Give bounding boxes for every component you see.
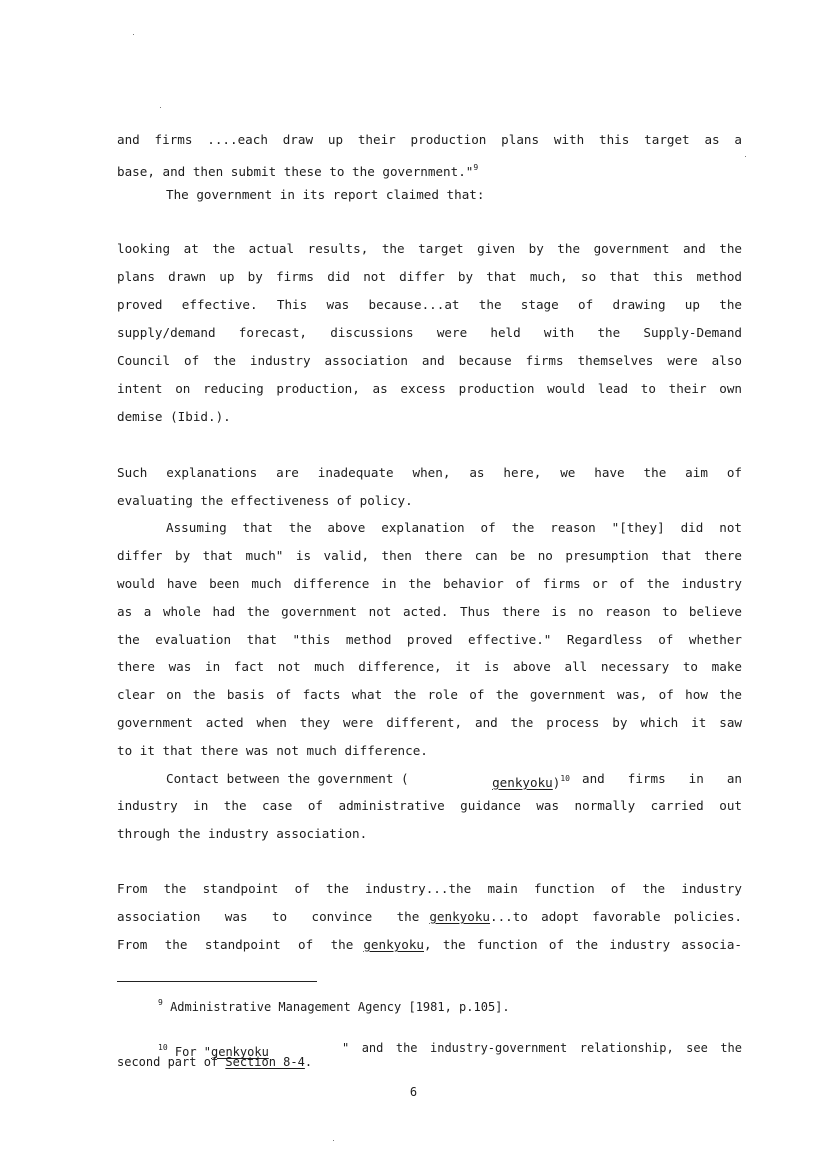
paren: ) — [552, 775, 561, 790]
body-line: industry in the case of administrative guidance was normally carried out — [117, 798, 742, 813]
quote-line — [117, 910, 742, 924]
footnote-9 — [158, 996, 510, 1014]
term-genkyoku: genkyoku — [429, 909, 490, 924]
footnote-marker: 9 — [158, 998, 163, 1007]
term-group — [429, 910, 742, 924]
body-text: Contact between the government ( — [166, 771, 409, 786]
footnote-text: second part of — [117, 1055, 226, 1069]
body-line: Assuming that the above explanation of the reason "[they] did not — [166, 520, 742, 535]
footnote-text: Administrative Management Agency [1981, p.105]. — [170, 1000, 510, 1014]
body-line: The government in its report claimed that: — [166, 187, 485, 202]
body-line: would have been much difference in the behavior of firms or of the industry — [117, 576, 742, 591]
footnote-ref-10[interactable]: 10 — [560, 774, 570, 783]
quote-line: demise (Ibid.). — [117, 409, 231, 424]
quote-line: Council of the industry association and because firms themselves were also — [117, 353, 742, 368]
body-text: , the function of the industry associa- — [424, 937, 742, 952]
quote-line: From the standpoint of the industry...the main function of the industry — [117, 881, 742, 896]
quote-line: looking at the actual results, the target given by the government and the — [117, 241, 742, 256]
body-line: Such explanations are inadequate when, as here, we have the aim of — [117, 465, 742, 480]
body-text: association was to convince the — [117, 909, 420, 924]
term-genkyoku: genkyoku — [211, 1045, 269, 1059]
term-group — [492, 772, 570, 790]
body-text: and firms in an — [582, 771, 742, 786]
quote-line: proved effective. This was because...at the stage of drawing up the — [117, 297, 742, 312]
footnote-ref-9[interactable]: 9 — [473, 163, 479, 172]
body-text: base, and then submit these to the government." — [117, 164, 474, 179]
body-line — [166, 772, 742, 790]
scan-speck — [745, 156, 746, 157]
footnote-text: " and the industry-government relationship, see the — [342, 1041, 742, 1055]
quote-line: intent on reducing production, as excess production would lead to their own — [117, 381, 742, 396]
body-line: to it that there was not much difference. — [117, 743, 428, 758]
quote-line — [117, 938, 742, 952]
page-number: 6 — [409, 1085, 418, 1099]
footnote-text: . — [304, 1055, 313, 1069]
term-genkyoku: genkyoku — [363, 937, 424, 952]
scan-speck — [333, 1140, 334, 1141]
body-line: and firms ....each draw up their production plans with this target as a — [117, 132, 742, 147]
body-line: through the industry association. — [117, 826, 368, 841]
scan-speck — [160, 107, 161, 108]
term-genkyoku: genkyoku — [492, 775, 553, 790]
body-line: there was in fact not much difference, it is above all necessary to make — [117, 659, 742, 674]
section-link[interactable]: Section 8-4 — [225, 1055, 305, 1069]
quote-line: supply/demand forecast, discussions were held with the Supply-Demand — [117, 325, 742, 340]
body-text: From the standpoint of the — [117, 937, 354, 952]
body-line: differ by that much" is valid, then there can be no presumption that there — [117, 548, 742, 563]
body-line: clear on the basis of facts what the role of the government was, of how the — [117, 687, 742, 702]
scan-speck — [133, 34, 134, 35]
body-line: government acted when they were different, and the process by which it saw — [117, 715, 742, 730]
footnote-marker: 10 — [158, 1043, 168, 1052]
body-line: the evaluation that "this method proved effective." Regardless of whether — [117, 632, 742, 647]
footnote-text: For " — [174, 1045, 211, 1059]
quote-line: plans drawn up by firms did not differ by that much, so that this method — [117, 269, 742, 284]
term-group — [363, 938, 742, 952]
footnote-10-line-2 — [117, 1055, 312, 1069]
body-text — [166, 772, 492, 790]
body-line: as a whole had the government not acted. Thus there is no reason to believe — [117, 604, 742, 619]
body-text: ...to adopt favorable policies. — [490, 909, 742, 924]
footnote-separator — [117, 981, 317, 982]
body-line — [117, 161, 742, 179]
body-line: evaluating the effectiveness of policy. — [117, 493, 413, 508]
